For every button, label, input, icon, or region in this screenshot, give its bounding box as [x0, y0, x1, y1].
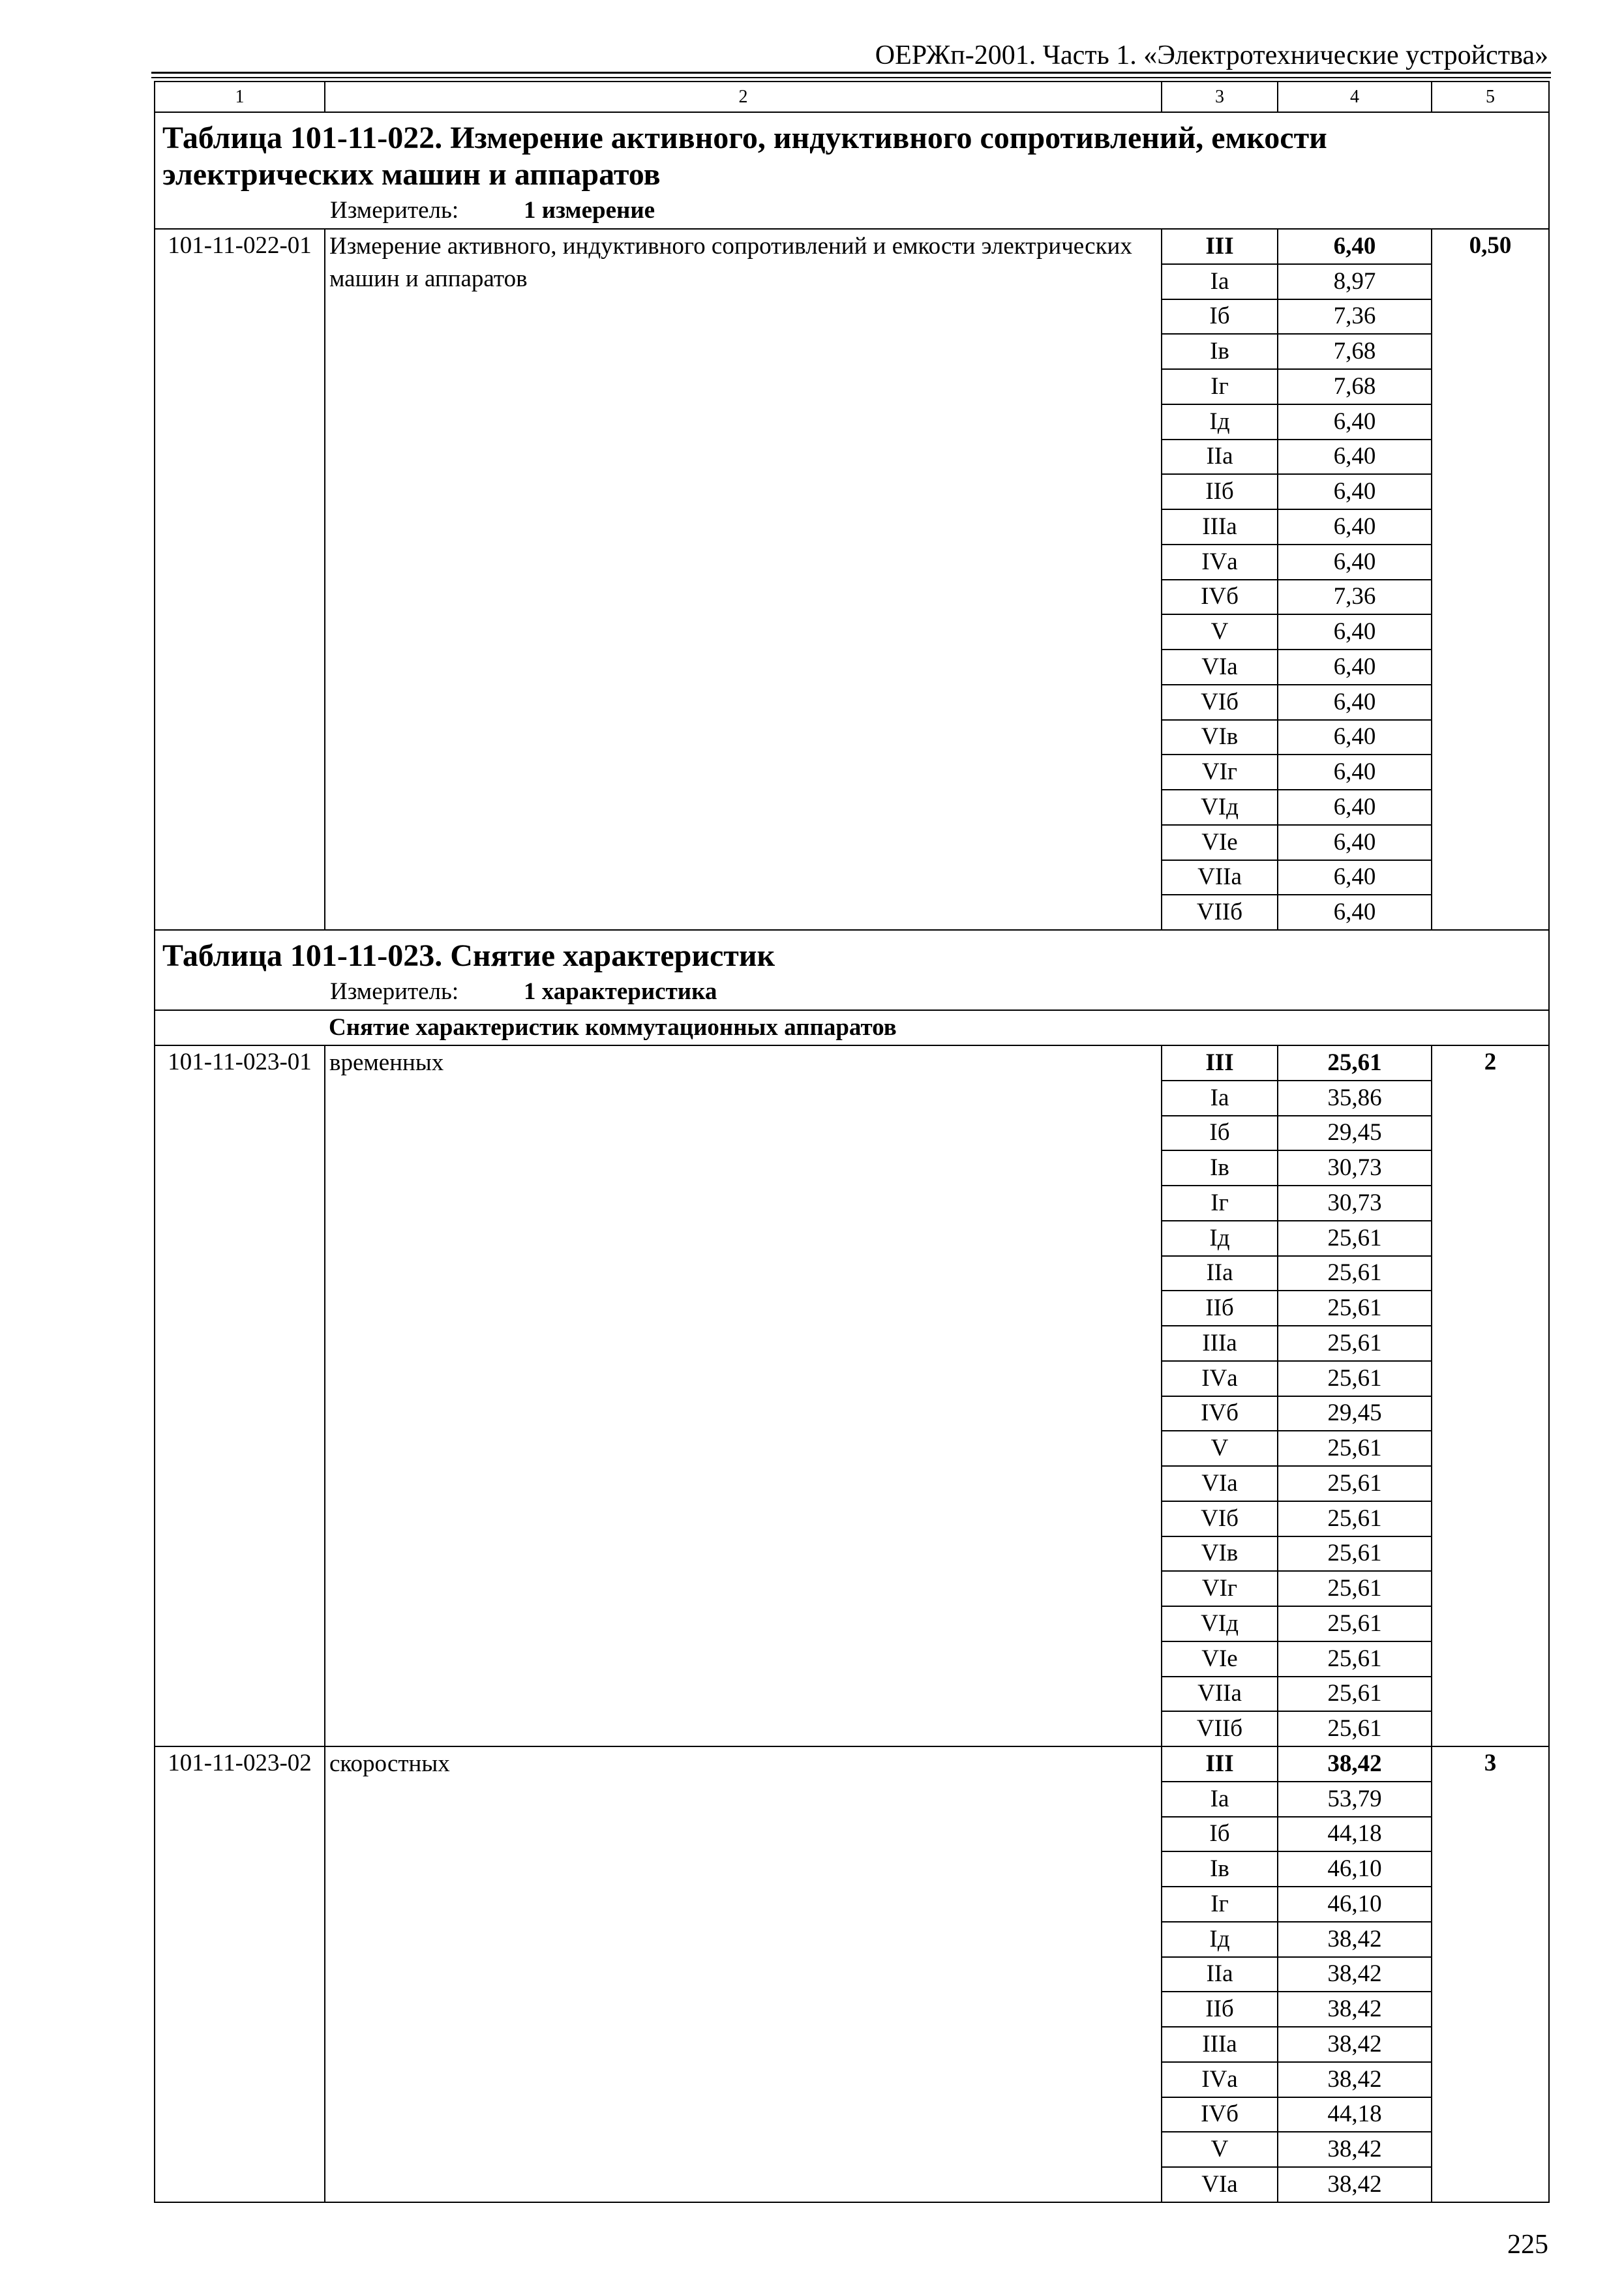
region-cell: V [1162, 1431, 1278, 1466]
value-cell: 46,10 [1278, 1887, 1432, 1922]
price-table [154, 81, 1550, 2203]
value-cell: 6,40 [1278, 650, 1432, 685]
value-cell: 38,42 [1278, 1922, 1432, 1957]
value-cell: 6,40 [1278, 474, 1432, 509]
rate-row [155, 229, 1549, 264]
table-title: Таблица 101-11-022. Измерение активного, индуктивного сопротивлений, емкости электрических машин и аппаратов [162, 121, 1327, 192]
item-col5: 3 [1432, 1746, 1549, 2202]
region-cell: VIб [1162, 1501, 1278, 1536]
region-cell: Iб [1162, 1116, 1278, 1151]
region-cell: III [1162, 229, 1278, 264]
value-cell: 30,73 [1278, 1150, 1432, 1186]
table-header-cell [155, 930, 1549, 1010]
measure-value: 1 измерение [524, 197, 655, 224]
region-cell: VIг [1162, 1571, 1278, 1606]
table-header-row [155, 112, 1549, 229]
measure-line [162, 974, 1548, 1010]
region-cell: VIв [1162, 1536, 1278, 1572]
region-cell: IVб [1162, 2097, 1278, 2132]
region-cell: Iг [1162, 1186, 1278, 1221]
region-cell: V [1162, 614, 1278, 650]
value-cell: 35,86 [1278, 1081, 1432, 1116]
item-col5: 0,50 [1432, 229, 1549, 930]
item-code: 101-11-023-01 [155, 1045, 325, 1746]
value-cell: 44,18 [1278, 2097, 1432, 2132]
value-cell: 38,42 [1278, 2167, 1432, 2202]
region-cell: Iд [1162, 1221, 1278, 1256]
item-name: Измерение активного, индуктивного сопротивлений и емкости электрических машин и аппаратов [325, 229, 1162, 930]
value-cell: 7,68 [1278, 369, 1432, 404]
value-cell: 38,42 [1278, 2132, 1432, 2167]
table-title: Таблица 101-11-023. Снятие характеристик [162, 938, 775, 973]
region-cell: V [1162, 2132, 1278, 2167]
region-cell: VIг [1162, 755, 1278, 790]
region-cell: VIд [1162, 1606, 1278, 1641]
value-cell: 25,61 [1278, 1677, 1432, 1712]
value-cell: 25,61 [1278, 1536, 1432, 1572]
value-cell: 53,79 [1278, 1782, 1432, 1817]
value-cell: 25,61 [1278, 1431, 1432, 1466]
region-cell: III [1162, 1045, 1278, 1081]
column-number-4: 4 [1278, 82, 1432, 112]
value-cell: 38,42 [1278, 2027, 1432, 2062]
table-header-row [155, 930, 1549, 1010]
value-cell: 25,61 [1278, 1641, 1432, 1677]
column-number-5: 5 [1432, 82, 1549, 112]
value-cell: 25,61 [1278, 1326, 1432, 1361]
value-cell: 6,40 [1278, 229, 1432, 264]
region-cell: IIIа [1162, 1326, 1278, 1361]
region-cell: VIIа [1162, 1677, 1278, 1712]
region-cell: Iг [1162, 1887, 1278, 1922]
measure-value: 1 характеристика [524, 978, 717, 1005]
value-cell: 29,45 [1278, 1116, 1432, 1151]
region-cell: Iв [1162, 1150, 1278, 1186]
region-cell: VIе [1162, 1641, 1278, 1677]
value-cell: 38,42 [1278, 1992, 1432, 2027]
region-cell: IIIа [1162, 2027, 1278, 2062]
value-cell: 6,40 [1278, 685, 1432, 720]
region-cell: IVа [1162, 545, 1278, 580]
region-cell: IVб [1162, 580, 1278, 615]
region-cell: VIв [1162, 720, 1278, 755]
value-cell: 6,40 [1278, 440, 1432, 475]
value-cell: 25,61 [1278, 1571, 1432, 1606]
region-cell: Iб [1162, 1817, 1278, 1852]
region-cell: IIа [1162, 1256, 1278, 1291]
value-cell: 25,61 [1278, 1291, 1432, 1326]
item-code: 101-11-022-01 [155, 229, 325, 930]
column-number-1: 1 [155, 82, 325, 112]
value-cell: 6,40 [1278, 860, 1432, 895]
region-cell: Iд [1162, 1922, 1278, 1957]
section-row [155, 1010, 1549, 1045]
region-cell: VIIб [1162, 895, 1278, 930]
page-number: 225 [1507, 2230, 1548, 2260]
region-cell: IIа [1162, 440, 1278, 475]
table-header-cell [155, 112, 1549, 229]
rate-row [155, 1045, 1549, 1081]
region-cell: Iа [1162, 264, 1278, 299]
value-cell: 25,61 [1278, 1361, 1432, 1396]
region-cell: Iв [1162, 334, 1278, 369]
running-head: ОЕРЖп-2001. Часть 1. «Электротехнические устройства» [875, 40, 1548, 70]
value-cell: 25,61 [1278, 1711, 1432, 1746]
region-cell: IVб [1162, 1396, 1278, 1431]
value-cell: 25,61 [1278, 1606, 1432, 1641]
value-cell: 25,61 [1278, 1221, 1432, 1256]
value-cell: 6,40 [1278, 404, 1432, 440]
header-rule-thick [151, 72, 1551, 74]
region-cell: Iб [1162, 299, 1278, 335]
region-cell: VIа [1162, 1466, 1278, 1501]
region-cell: Iа [1162, 1782, 1278, 1817]
item-name: временных [325, 1045, 1162, 1746]
section-heading: Снятие характеристик коммутационных аппаратов [155, 1010, 1549, 1045]
region-cell: IVа [1162, 2062, 1278, 2097]
value-cell: 46,10 [1278, 1851, 1432, 1887]
measure-line [162, 193, 1548, 228]
item-code: 101-11-023-02 [155, 1746, 325, 2202]
value-cell: 38,42 [1278, 1957, 1432, 1992]
region-cell: IIIа [1162, 509, 1278, 545]
region-cell: IIб [1162, 1992, 1278, 2027]
value-cell: 6,40 [1278, 545, 1432, 580]
value-cell: 29,45 [1278, 1396, 1432, 1431]
region-cell: IIб [1162, 1291, 1278, 1326]
region-cell: VIб [1162, 685, 1278, 720]
value-cell: 30,73 [1278, 1186, 1432, 1221]
header-rule-thin [151, 77, 1551, 78]
region-cell: VIе [1162, 825, 1278, 860]
item-name: скоростных [325, 1746, 1162, 2202]
region-cell: VIIб [1162, 1711, 1278, 1746]
value-cell: 6,40 [1278, 720, 1432, 755]
region-cell: Iв [1162, 1851, 1278, 1887]
region-cell: VIIа [1162, 860, 1278, 895]
region-cell: VIд [1162, 790, 1278, 825]
value-cell: 25,61 [1278, 1466, 1432, 1501]
value-cell: 6,40 [1278, 790, 1432, 825]
column-number-3: 3 [1162, 82, 1278, 112]
region-cell: Iг [1162, 369, 1278, 404]
region-cell: III [1162, 1746, 1278, 1782]
region-cell: IVа [1162, 1361, 1278, 1396]
region-cell: Iа [1162, 1081, 1278, 1116]
value-cell: 6,40 [1278, 509, 1432, 545]
value-cell: 38,42 [1278, 1746, 1432, 1782]
value-cell: 7,68 [1278, 334, 1432, 369]
value-cell: 38,42 [1278, 2062, 1432, 2097]
region-cell: IIб [1162, 474, 1278, 509]
measure-label: Измеритель: [330, 978, 459, 1005]
value-cell: 7,36 [1278, 299, 1432, 335]
column-number-row [155, 82, 1549, 112]
value-cell: 7,36 [1278, 580, 1432, 615]
value-cell: 25,61 [1278, 1501, 1432, 1536]
value-cell: 25,61 [1278, 1256, 1432, 1291]
value-cell: 6,40 [1278, 614, 1432, 650]
region-cell: Iд [1162, 404, 1278, 440]
measure-label: Измеритель: [330, 197, 459, 224]
column-number-2: 2 [325, 82, 1162, 112]
value-cell: 6,40 [1278, 825, 1432, 860]
value-cell: 44,18 [1278, 1817, 1432, 1852]
rate-row [155, 1746, 1549, 1782]
value-cell: 8,97 [1278, 264, 1432, 299]
value-cell: 6,40 [1278, 755, 1432, 790]
item-col5: 2 [1432, 1045, 1549, 1746]
value-cell: 6,40 [1278, 895, 1432, 930]
region-cell: IIа [1162, 1957, 1278, 1992]
price-table-body [155, 82, 1549, 2202]
value-cell: 25,61 [1278, 1045, 1432, 1081]
region-cell: VIа [1162, 2167, 1278, 2202]
region-cell: VIа [1162, 650, 1278, 685]
